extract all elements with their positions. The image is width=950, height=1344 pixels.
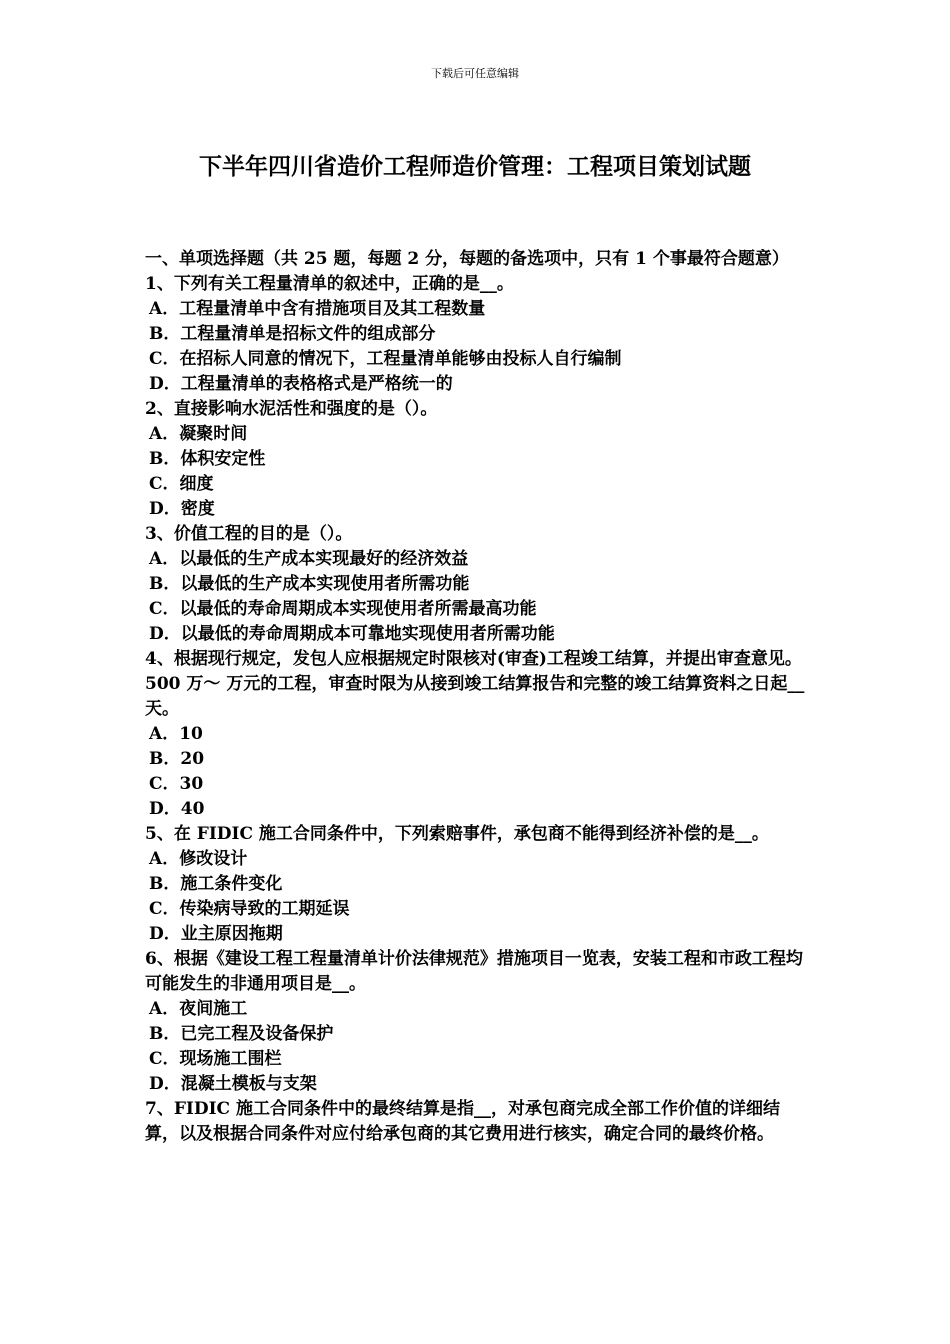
option-c: C．30 [149,774,204,794]
question-stem: 7、FIDIC 施工合同条件中的最终结算是指__，对承包商完成全部工作价值的详细结算，以及根据合同条件对应付给承包商的其它费用进行核实，确定合同的最终价格。 [145,1099,780,1144]
option-c: C．细度 [149,474,214,494]
page-header-note: 下载后可任意编辑 [431,67,519,80]
option-c: C．传染病导致的工期延误 [149,899,350,919]
option-b: B．体积安定性 [149,449,266,469]
option-b: B．已完工程及设备保护 [149,1024,334,1044]
option-a: A．修改设计 [149,849,248,869]
option-b: B．施工条件变化 [149,874,283,894]
question-6 [145,947,810,1097]
option-d: D．40 [149,799,205,819]
option-d: D．工程量清单的表格格式是严格统一的 [149,374,453,394]
document-title: 下半年四川省造价工程师造价管理：工程项目策划试题 [199,153,751,180]
option-a: A．凝聚时间 [149,424,248,444]
option-b: B．以最低的生产成本实现使用者所需功能 [149,574,470,594]
option-c: C．以最低的寿命周期成本实现使用者所需最高功能 [149,599,537,619]
option-c: C．现场施工围栏 [149,1049,282,1069]
question-stem: 5、在 FIDIC 施工合同条件中，下列索赔事件，承包商不能得到经济补偿的是__。 [145,824,769,844]
option-c: C．在招标人同意的情况下，工程量清单能够由投标人自行编制 [149,349,622,369]
question-3 [145,522,810,647]
document-body [145,247,810,1147]
question-4 [145,647,810,822]
question-7 [145,1097,810,1147]
option-a: A．工程量清单中含有措施项目及其工程数量 [149,299,486,319]
option-d: D．混凝土模板与支架 [149,1074,317,1094]
option-a: A．以最低的生产成本实现最好的经济效益 [149,549,469,569]
question-stem: 2、直接影响水泥活性和强度的是（）。 [145,399,438,419]
question-1 [145,272,810,397]
question-stem: 3、价值工程的目的是（）。 [145,524,353,544]
option-a: A．夜间施工 [149,999,248,1019]
question-stem: 6、根据《建设工程工程量清单计价法律规范》措施项目一览表，安装工程和市政工程均可能发生的非通用项目是__。 [145,949,803,994]
question-stem: 4、根据现行规定，发包人应根据规定时限核对(审查)工程竣工结算，并提出审查意见。500 万～ 万元的工程，审查时限为从接到竣工结算报告和完整的竣工结算资料之日起__天。 [145,649,805,719]
option-b: B．工程量清单是招标文件的组成部分 [149,324,436,344]
question-5 [145,822,810,947]
question-stem: 1、下列有关工程量清单的叙述中，正确的是__。 [145,274,514,294]
option-d: D．密度 [149,499,215,519]
option-d: D．以最低的寿命周期成本可靠地实现使用者所需功能 [149,624,555,644]
option-a: A．10 [149,724,203,744]
question-2 [145,397,810,522]
section-heading: 一、单项选择题（共 25 题，每题 2 分，每题的备选项中，只有 1 个事最符合题意） [145,249,789,269]
option-b: B．20 [149,749,205,769]
option-d: D．业主原因拖期 [149,924,283,944]
